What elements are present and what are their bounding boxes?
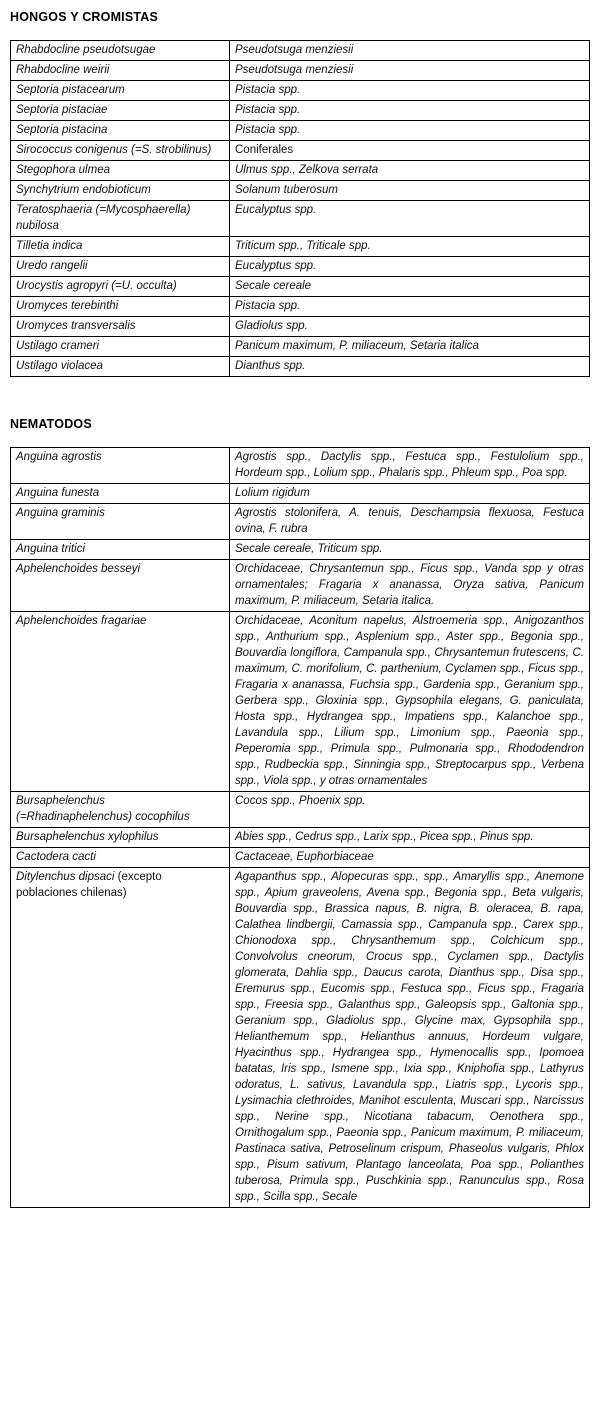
hosts-cell bbox=[230, 612, 590, 792]
hosts-list: Orchidaceae, Chrysantemun spp., Ficus spp., Vanda spp y otras ornamentales; Fragaria x ananassa, Oryza sativa, Panicum maximum, P. miliaceum, Setaria italica. bbox=[235, 563, 584, 607]
pathogen-cell bbox=[11, 448, 230, 484]
hosts-cell bbox=[230, 297, 590, 317]
pathogen-cell bbox=[11, 141, 230, 161]
table-row bbox=[11, 121, 590, 141]
pathogen-cell bbox=[11, 612, 230, 792]
pathogen-cell bbox=[11, 484, 230, 504]
pathogen-name: Synchytrium endobioticum bbox=[16, 184, 151, 196]
table-row bbox=[11, 317, 590, 337]
table-row bbox=[11, 540, 590, 560]
pathogen-note: (excepto poblaciones chilenas) bbox=[16, 871, 162, 899]
table-row bbox=[11, 181, 590, 201]
pathogen-cell bbox=[11, 201, 230, 237]
hosts-list: Panicum maximum, P. miliaceum, Setaria italica bbox=[235, 340, 479, 352]
hosts-list: Gladiolus spp. bbox=[235, 320, 308, 332]
hosts-cell bbox=[230, 181, 590, 201]
table-row bbox=[11, 448, 590, 484]
table-row bbox=[11, 828, 590, 848]
pathogen-name: Ditylenchus dipsaci bbox=[16, 871, 115, 883]
pathogen-cell bbox=[11, 337, 230, 357]
hosts-list: Agrostis stolonifera, A. tenuis, Deschampsia flexuosa, Festuca ovina, F. rubra bbox=[235, 507, 584, 535]
hosts-list: Cactaceae, Euphorbiaceae bbox=[235, 851, 374, 863]
pathogen-name: Septoria pistaciae bbox=[16, 104, 108, 116]
pathogen-cell bbox=[11, 161, 230, 181]
hosts-cell bbox=[230, 101, 590, 121]
pathogen-name: Uromyces terebinthi bbox=[16, 300, 119, 312]
hosts-cell bbox=[230, 792, 590, 828]
pathogen-cell bbox=[11, 792, 230, 828]
hosts-cell bbox=[230, 484, 590, 504]
pathogen-name: Aphelenchoides besseyi bbox=[16, 563, 141, 575]
hosts-cell bbox=[230, 141, 590, 161]
pathogen-name: Urocystis agropyri (=U. occulta) bbox=[16, 280, 177, 292]
hosts-cell bbox=[230, 540, 590, 560]
table-row bbox=[11, 848, 590, 868]
hosts-list: Dianthus spp. bbox=[235, 360, 306, 372]
table-row bbox=[11, 81, 590, 101]
hosts-list: Ulmus spp., Zelkova serrata bbox=[235, 164, 379, 176]
hosts-list: Coniferales bbox=[235, 144, 294, 156]
table-row bbox=[11, 257, 590, 277]
pathogen-name: Anguina agrostis bbox=[16, 451, 102, 463]
hosts-cell bbox=[230, 868, 590, 1208]
nematodos-table-body bbox=[11, 448, 590, 1208]
hosts-list: Agapanthus spp., Alopecuras spp., spp., Amaryllis spp., Anemone spp., Apium graveolens, Avena spp., Begonia spp., Beta vulgaris, Bouvardia spp., Brassica napus, B. nigra, B. oleracea, B. rapa, Calathea lindbergii, Camassia spp., Campanula spp., Carex spp., Chionodoxa spp., Chrysanthemum spp., Colchicum spp., Convolvolus cneorum, Crocus spp., Cyclamen spp., Dactylis glomerata, Dahlia spp., Daucus carota, Dianthus spp., Disa spp., Eremurus spp., Eucomis spp., Festuca spp., Ficus spp., Fragaria spp., Freesia spp., Galanthus spp., Galeopsis spp., Galtonia spp., Geranium spp., Gladiolus spp., Glycine max, Gypsophila spp., Helianthemum spp., Helianthus annuus, Hordeum vulgare, Hyacinthus spp., Hydrangea spp., Hymenocallis spp., Ipomoea batatas, Iris spp., Ismene spp., Ixia spp., Kniphofia spp., Lathyrus odoratus, L. sativus, Lavandula spp., Liatris spp., Lycoris spp., Lysimachia clethroides, Manihot esculenta, Muscari spp., Narcissus spp., Nerine spp., Nicotiana tabacum, Oenothera spp., Ornithogalum spp., Paeonia spp., Panicum maximum, P. miliaceum, Pastinaca sativa, Petroselinum crispum, Phaseolus vulgaris, Phlox spp., Pisum sativum, Plantago lanceolata, Poa spp., Polianthes tuberosa, Primula spp., Puschkinia spp., Ranunculus spp., Rosa spp., Scilla spp., Secale bbox=[235, 871, 584, 1203]
hosts-cell bbox=[230, 237, 590, 257]
pathogen-cell bbox=[11, 828, 230, 848]
hosts-cell bbox=[230, 257, 590, 277]
hosts-list: Lolium rigidum bbox=[235, 487, 310, 499]
hosts-cell bbox=[230, 357, 590, 377]
table-row bbox=[11, 792, 590, 828]
hosts-list: Pistacia spp. bbox=[235, 300, 301, 312]
hosts-cell bbox=[230, 828, 590, 848]
hosts-cell bbox=[230, 277, 590, 297]
hosts-list: Secale cereale bbox=[235, 280, 312, 292]
pathogen-name: Aphelenchoides fragariae bbox=[16, 615, 147, 627]
pathogen-cell bbox=[11, 121, 230, 141]
pathogen-cell bbox=[11, 297, 230, 317]
pathogen-cell bbox=[11, 848, 230, 868]
pathogen-name: Ustilago violacea bbox=[16, 360, 103, 372]
pathogen-name: Uromyces transversalis bbox=[16, 320, 136, 332]
pathogen-name: Anguina funesta bbox=[16, 487, 100, 499]
section-nematodos bbox=[10, 417, 590, 1208]
hosts-list: Cocos spp., Phoenix spp. bbox=[235, 795, 366, 807]
table-row bbox=[11, 868, 590, 1208]
hosts-list: Pseudotsuga menziesii bbox=[235, 44, 354, 56]
hosts-list: Triticum spp., Triticale spp. bbox=[235, 240, 371, 252]
nematodos-table bbox=[10, 447, 590, 1208]
pathogen-cell bbox=[11, 181, 230, 201]
pathogen-name: Tilletia indica bbox=[16, 240, 83, 252]
table-row bbox=[11, 61, 590, 81]
table-row bbox=[11, 612, 590, 792]
hosts-list: Abies spp., Cedrus spp., Larix spp., Picea spp., Pinus spp. bbox=[235, 831, 534, 843]
hosts-list: Pistacia spp. bbox=[235, 84, 301, 96]
pathogen-name: Cactodera cacti bbox=[16, 851, 96, 863]
pathogen-cell bbox=[11, 317, 230, 337]
section-heading-hongos: HONGOS Y CROMISTAS bbox=[10, 10, 159, 24]
pathogen-name: Teratosphaeria (=Mycosphaerella) nubilosa bbox=[16, 204, 191, 232]
table-row bbox=[11, 277, 590, 297]
pathogen-name: Anguina graminis bbox=[16, 507, 105, 519]
table-row bbox=[11, 41, 590, 61]
hosts-list: Pistacia spp. bbox=[235, 124, 301, 136]
table-row bbox=[11, 141, 590, 161]
pathogen-cell bbox=[11, 81, 230, 101]
table-row bbox=[11, 504, 590, 540]
pathogen-name: Rhabdocline pseudotsugae bbox=[16, 44, 156, 56]
pathogen-name: Septoria pistacearum bbox=[16, 84, 125, 96]
pathogen-cell bbox=[11, 101, 230, 121]
pathogen-cell bbox=[11, 237, 230, 257]
pathogen-name: Bursaphelenchus xylophilus bbox=[16, 831, 159, 843]
hosts-cell bbox=[230, 161, 590, 181]
pathogen-name: Septoria pistacina bbox=[16, 124, 108, 136]
pathogen-cell bbox=[11, 540, 230, 560]
pathogen-cell bbox=[11, 41, 230, 61]
table-row bbox=[11, 101, 590, 121]
pathogen-cell bbox=[11, 61, 230, 81]
table-row bbox=[11, 161, 590, 181]
hosts-list: Solanum tuberosum bbox=[235, 184, 338, 196]
pathogen-name: Anguina tritici bbox=[16, 543, 86, 555]
pathogen-name: Uredo rangelii bbox=[16, 260, 88, 272]
pathogen-cell bbox=[11, 357, 230, 377]
table-row bbox=[11, 357, 590, 377]
hosts-cell bbox=[230, 201, 590, 237]
hongos-table-body bbox=[11, 41, 590, 377]
pathogen-name: Ustilago crameri bbox=[16, 340, 100, 352]
table-row bbox=[11, 337, 590, 357]
table-row bbox=[11, 560, 590, 612]
section-hongos-y-cromistas bbox=[10, 10, 590, 377]
hosts-cell bbox=[230, 317, 590, 337]
hosts-list: Eucalyptus spp. bbox=[235, 260, 317, 272]
hosts-list: Secale cereale, Triticum spp. bbox=[235, 543, 383, 555]
hosts-cell bbox=[230, 848, 590, 868]
table-row bbox=[11, 484, 590, 504]
pathogen-cell bbox=[11, 257, 230, 277]
pathogen-cell bbox=[11, 504, 230, 540]
pathogen-cell bbox=[11, 868, 230, 1208]
table-row bbox=[11, 297, 590, 317]
hosts-cell bbox=[230, 61, 590, 81]
hosts-cell bbox=[230, 121, 590, 141]
pathogen-name: Stegophora ulmea bbox=[16, 164, 110, 176]
pathogen-name: Rhabdocline weirii bbox=[16, 64, 110, 76]
table-row bbox=[11, 201, 590, 237]
hosts-list: Pistacia spp. bbox=[235, 104, 301, 116]
hosts-cell bbox=[230, 41, 590, 61]
hosts-cell bbox=[230, 337, 590, 357]
hosts-list: Eucalyptus spp. bbox=[235, 204, 317, 216]
hongos-table bbox=[10, 40, 590, 377]
pathogen-name: Sirococcus conigenus (=S. strobilinus) bbox=[16, 144, 212, 156]
hosts-cell bbox=[230, 81, 590, 101]
hosts-cell bbox=[230, 448, 590, 484]
pathogen-cell bbox=[11, 277, 230, 297]
hosts-list: Agrostis spp., Dactylis spp., Festuca spp., Festulolium spp., Hordeum spp., Lolium spp., Phalaris spp., Phleum spp., Poa spp. bbox=[235, 451, 584, 479]
pathogen-name: Bursaphelenchus (=Rhadinaphelenchus) cocophilus bbox=[16, 795, 190, 823]
hosts-cell bbox=[230, 560, 590, 612]
table-row bbox=[11, 237, 590, 257]
section-heading-nematodos: NEMATODOS bbox=[10, 417, 92, 431]
pathogen-cell bbox=[11, 560, 230, 612]
hosts-list: Orchidaceae, Aconitum napelus, Alstroemeria spp., Anigozanthos spp., Anthurium spp., Asplenium spp., Aster spp., Begonia spp., Bouvardia longiflora, Campanula spp., Chrysantemun frutescens, C. maximum, C. morifolium, C. parthenium, Cyclamen spp., Ficus spp., Fragaria x ananassa, Fuchsia spp., Gardenia spp., Geranium spp., Gerbera spp., Gloxinia spp., Gypsophila elegans, G. paniculata, Hosta spp., Hydrangea spp., Impatiens spp., Kalanchoe spp., Lavandula spp., Lilium spp., Limonium spp., Paeonia spp., Peperomia spp., Primula spp., Pulmonaria spp., Rhododendron spp., Rudbeckia spp., Sinningia spp., Streptocarpus spp., Verbena spp., Viola spp., y otras ornamentales bbox=[235, 615, 584, 787]
hosts-list: Pseudotsuga menziesii bbox=[235, 64, 354, 76]
hosts-cell bbox=[230, 504, 590, 540]
